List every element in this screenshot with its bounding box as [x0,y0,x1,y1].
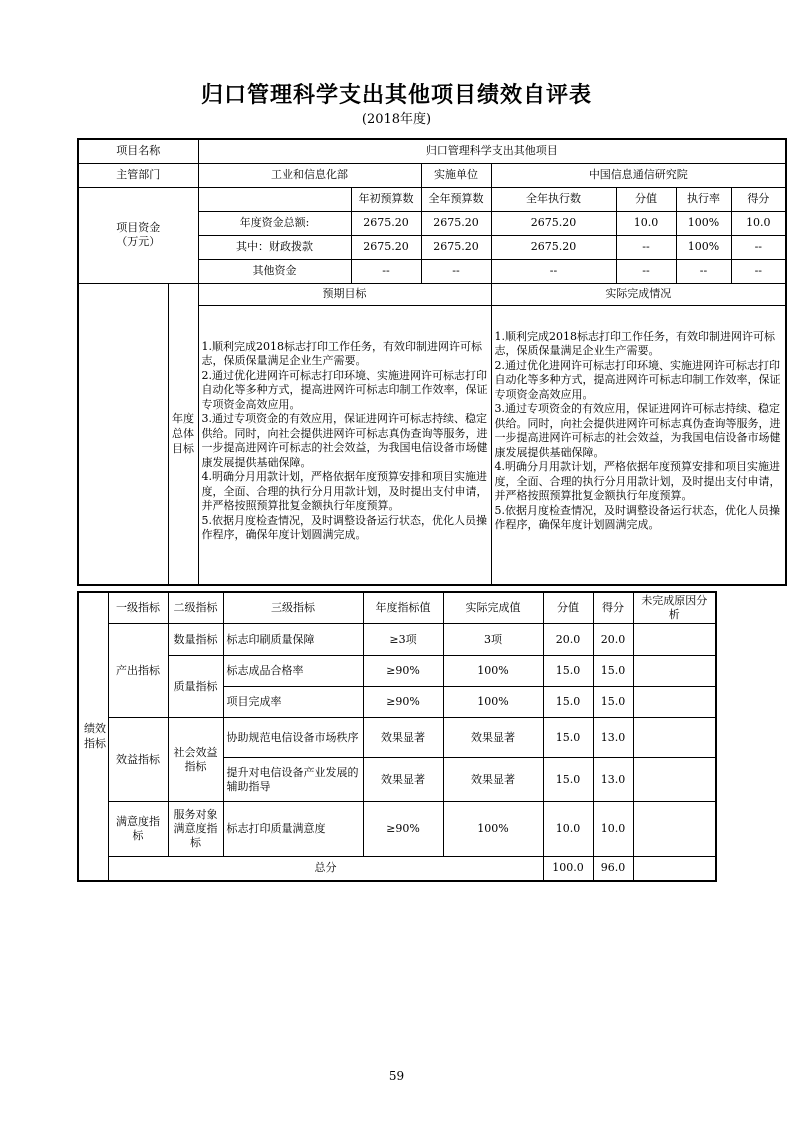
total-reason [633,857,716,881]
funds-cell: -- [491,259,616,283]
funds-cell: -- [351,259,421,283]
ind-header-level3: 三级指标 [223,592,363,624]
funds-cell: -- [616,235,676,259]
score-value: 10.0 [543,802,593,857]
actual-item: 3.通过专项资金的有效应用，保证进网许可标志持续、稳定供给。同时，向社会提供进网许可标志真伪查询等服务，进一步提高进网许可标志的社会效益，为我国电信设备市场健康发展提供基础保障。 [494,402,781,459]
evaluation-table-top [77,138,787,586]
reason-value [633,758,716,802]
total-label: 总分 [108,857,543,881]
funds-cell: 10.0 [731,211,786,235]
got-value: 13.0 [593,718,633,758]
funds-header-budget-start: 年初预算数 [351,187,421,211]
level2-quantity: 数量指标 [168,624,223,656]
funds-cell: -- [421,259,491,283]
funds-row-total-label: 年度资金总额: [198,211,351,235]
level3-name: 标志印刷质量保障 [223,624,363,656]
actual-item: 2.通过优化进网许可标志打印环境、实施进网许可标志打印自动化等多种方式，提高进网许可标志印制工作效率，保证专项资金高效应用。 [494,358,781,401]
goals-expected-header: 预期目标 [198,283,491,305]
level1-benefit: 效益指标 [108,718,168,802]
ind-header-actual: 实际完成值 [443,592,543,624]
goals-left-spacer [78,283,168,585]
level3-name: 协助规范电信设备市场秩序 [223,718,363,758]
funds-cell: 100% [676,211,731,235]
funds-cell: 2675.20 [491,211,616,235]
goals-actual-header: 实际完成情况 [491,283,786,305]
score-value: 15.0 [543,656,593,687]
actual-item: 1.顺利完成2018标志打印工作任务，有效印制进网许可标志，保质保量满足企业生产需要。 [494,329,775,357]
level2-quality: 质量指标 [168,656,223,718]
project-name-label: 项目名称 [78,139,198,163]
funds-label-line2: （万元） [116,235,161,248]
level3-name: 提升对电信设备产业发展的辅助指导 [223,758,363,802]
funds-cell: 100% [676,235,731,259]
unit-value: 中国信息通信研究院 [491,163,786,187]
target-value: ≥3项 [363,624,443,656]
funds-cell: 2675.20 [351,211,421,235]
actual-value: 效果显著 [443,718,543,758]
reason-value [633,718,716,758]
got-value: 13.0 [593,758,633,802]
funds-header-blank [198,187,351,211]
score-value: 15.0 [543,758,593,802]
level3-name: 项目完成率 [223,687,363,718]
funds-header-executed: 全年执行数 [491,187,616,211]
funds-cell: -- [676,259,731,283]
dept-value: 工业和信息化部 [198,163,421,187]
ind-header-got: 得分 [593,592,633,624]
goals-actual-text [491,305,786,585]
funds-row-other-label: 其他资金 [198,259,351,283]
ind-header-score: 分值 [543,592,593,624]
reason-value [633,802,716,857]
level1-output: 产出指标 [108,624,168,718]
level2-service-satisfaction: 服务对象满意度指标 [168,802,223,857]
indicators-side-label [78,592,108,881]
score-value: 15.0 [543,687,593,718]
goals-side-label: 年度总体目标 [168,283,198,585]
actual-item: 4.明确分月用款计划，严格依据年度预算安排和项目实施进度，全面、合理的执行分月用款计划，及时提出支付申请，并严格按照预算批复金额执行年度预算。 [494,460,781,502]
total-score: 100.0 [543,857,593,881]
ind-header-level1: 一级指标 [108,592,168,624]
target-value: 效果显著 [363,758,443,802]
target-value: 效果显著 [363,718,443,758]
project-name-value: 归口管理科学支出其他项目 [198,139,786,163]
level3-name: 标志打印质量满意度 [223,802,363,857]
funds-cell: -- [616,259,676,283]
reason-value [633,624,716,656]
goal-item: 2.通过优化进网许可标志打印环境、实施进网许可标志打印自动化等多种方式，提高进网许可标志印制工作效率，保证专项资金高效应用。 [201,368,488,411]
got-value: 20.0 [593,624,633,656]
funds-row-fiscal-label: 其中：财政拨款 [198,235,351,259]
goal-item: 4.明确分月用款计划，严格依据年度预算安排和项目实施进度，全面、合理的执行分月用款计划，及时提出支付申请，并严格按照预算批复金额执行年度预算。 [201,470,488,512]
goal-item: 5.依据月度检查情况，及时调整设备运行状态，优化人员操作程序，确保年度计划圆满完成。 [201,513,487,541]
level2-social: 社会效益指标 [168,718,223,802]
funds-cell: 2675.20 [421,211,491,235]
actual-value: 3项 [443,624,543,656]
goals-expected-text [198,305,491,585]
indicators-table [77,591,717,882]
funds-cell: -- [731,259,786,283]
got-value: 15.0 [593,656,633,687]
funds-label [78,187,198,283]
target-value: ≥90% [363,687,443,718]
reason-value [633,687,716,718]
actual-value: 效果显著 [443,758,543,802]
indicators-side-label-text: 绩效指标 [84,722,106,751]
goal-item: 3.通过专项资金的有效应用，保证进网许可标志持续、稳定供给。同时，向社会提供进网许可标志真伪查询等服务，进一步提高进网许可标志的社会效益，为我国电信设备市场健康发展提供基础保障。 [201,412,488,469]
funds-header-rate: 执行率 [676,187,731,211]
goal-item: 1.顺利完成2018标志打印工作任务，有效印制进网许可标志，保质保量满足企业生产需要。 [201,339,482,367]
dept-label: 主管部门 [78,163,198,187]
level3-name: 标志成品合格率 [223,656,363,687]
funds-cell: 2675.20 [491,235,616,259]
funds-cell: -- [731,235,786,259]
actual-item: 5.依据月度检查情况，及时调整设备运行状态，优化人员操作程序，确保年度计划圆满完成。 [494,503,780,531]
funds-cell: 2675.20 [421,235,491,259]
got-value: 15.0 [593,687,633,718]
ind-header-target: 年度指标值 [363,592,443,624]
actual-value: 100% [443,656,543,687]
target-value: ≥90% [363,802,443,857]
funds-label-line1: 项目资金 [116,221,161,234]
page-number: 59 [388,1069,405,1083]
score-value: 20.0 [543,624,593,656]
actual-value: 100% [443,802,543,857]
page-subtitle: (2018年度) [361,112,432,127]
funds-header-got: 得分 [731,187,786,211]
actual-value: 100% [443,687,543,718]
page-title: 归口管理科学支出其他项目绩效自评表 [200,83,592,108]
funds-cell: 10.0 [616,211,676,235]
funds-header-budget-year: 全年预算数 [421,187,491,211]
level1-satisfaction: 满意度指标 [108,802,168,857]
unit-label: 实施单位 [421,163,491,187]
funds-cell: 2675.20 [351,235,421,259]
reason-value [633,656,716,687]
target-value: ≥90% [363,656,443,687]
ind-header-level2: 二级指标 [168,592,223,624]
score-value: 15.0 [543,718,593,758]
ind-header-reason: 未完成原因分析 [633,592,716,624]
total-got: 96.0 [593,857,633,881]
got-value: 10.0 [593,802,633,857]
funds-header-score: 分值 [616,187,676,211]
